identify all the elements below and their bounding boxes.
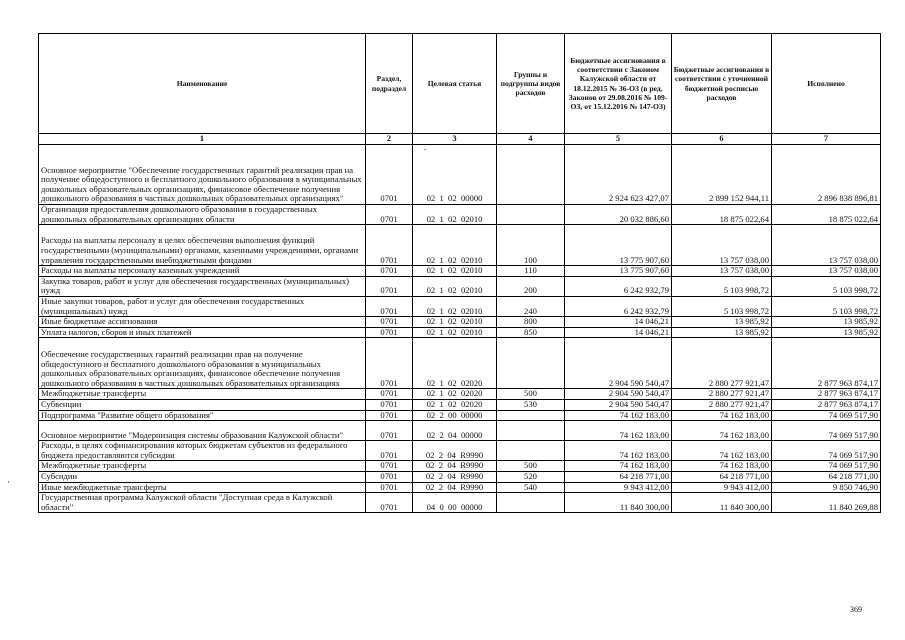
row-plan-allocation: 11 840 300,00 bbox=[672, 493, 772, 513]
row-executed: 2 877 963 874,17 bbox=[772, 338, 881, 389]
row-law-allocation: 74 162 183,00 bbox=[565, 441, 672, 461]
row-name: Иные закупки товаров, работ и услуг для обеспечения государственных (муниципальных) нужд bbox=[39, 296, 366, 316]
row-law-allocation: 13 775 907,60 bbox=[565, 225, 672, 266]
row-name: Межбюджетные трансферты bbox=[39, 461, 366, 472]
row-plan-allocation: 74 162 183,00 bbox=[672, 410, 772, 421]
column-number: 5 bbox=[565, 134, 672, 145]
row-law-allocation: 74 162 183,00 bbox=[565, 410, 672, 421]
row-executed: 5 103 998,72 bbox=[772, 276, 881, 296]
row-law-allocation: 2 904 590 540,47 bbox=[565, 389, 672, 400]
row-law-allocation: 20 032 886,60 bbox=[565, 205, 672, 225]
row-plan-allocation: 13 757 038,00 bbox=[672, 266, 772, 277]
row-name: Государственная программа Калужской области "Доступная среда в Калужской области" bbox=[39, 493, 366, 513]
row-target-article: 02 2 04 R9990 bbox=[413, 461, 497, 472]
table-row bbox=[39, 410, 881, 421]
row-expense-group bbox=[497, 421, 565, 441]
column-number: 4 bbox=[497, 134, 565, 145]
row-law-allocation: 6 242 932,79 bbox=[565, 296, 672, 316]
row-law-allocation: 9 943 412,00 bbox=[565, 482, 672, 493]
row-expense-group: 500 bbox=[497, 461, 565, 472]
row-target-article: 04 0 00 00000 bbox=[413, 493, 497, 513]
table-row bbox=[39, 145, 881, 205]
row-name: Основное мероприятие "Обеспечение государственных гарантий реализации прав на получение общедоступного и бесплатного дошкольного образования в муниципальных дошкольных образовательных организациях, финансовое обеспечение получения дошкольного образования в частных дошкольных образовательных организациях" bbox=[39, 145, 366, 205]
row-expense-group bbox=[497, 410, 565, 421]
header-expense-group: Группы и подгруппы видов расходов bbox=[497, 34, 565, 134]
row-section: 0701 bbox=[366, 389, 413, 400]
table-row bbox=[39, 276, 881, 296]
row-name: Субвенции bbox=[39, 399, 366, 410]
row-name: Иные бюджетные ассигнования bbox=[39, 317, 366, 328]
page-number: 369 bbox=[850, 605, 862, 614]
row-plan-allocation: 13 985,92 bbox=[672, 317, 772, 328]
header-name: Наименование bbox=[39, 34, 366, 134]
row-plan-allocation: 13 757 038,00 bbox=[672, 225, 772, 266]
table-row bbox=[39, 399, 881, 410]
row-plan-allocation: 2 899 152 944,11 bbox=[672, 145, 772, 205]
table-row bbox=[39, 317, 881, 328]
row-law-allocation: 2 904 590 540,47 bbox=[565, 338, 672, 389]
column-number: 6 bbox=[672, 134, 772, 145]
row-expense-group: 850 bbox=[497, 327, 565, 338]
row-law-allocation: 6 242 932,79 bbox=[565, 276, 672, 296]
row-expense-group: 540 bbox=[497, 482, 565, 493]
row-executed: 2 896 838 896,81 bbox=[772, 145, 881, 205]
row-name: Основное мероприятие "Модернизация системы образования Калужской области" bbox=[39, 421, 366, 441]
column-number-row bbox=[39, 134, 881, 145]
row-target-article: 02 1 02 02020 bbox=[413, 389, 497, 400]
row-executed: 13 757 038,00 bbox=[772, 266, 881, 277]
row-target-article: 02 2 04 R9990 bbox=[413, 441, 497, 461]
header-section: Раздел, подраздел bbox=[366, 34, 413, 134]
row-expense-group: 530 bbox=[497, 399, 565, 410]
row-target-article: 02 1 02 02010 bbox=[413, 205, 497, 225]
table-row bbox=[39, 493, 881, 513]
row-plan-allocation: 5 103 998,72 bbox=[672, 276, 772, 296]
row-section: 0701 bbox=[366, 471, 413, 482]
row-plan-allocation: 2 880 277 921,47 bbox=[672, 338, 772, 389]
row-section: 0701 bbox=[366, 276, 413, 296]
row-target-article: 02 2 04 R9990 bbox=[413, 471, 497, 482]
row-target-article: 02 2 04 00000 bbox=[413, 421, 497, 441]
table-row bbox=[39, 296, 881, 316]
row-name: Межбюджетные трансферты bbox=[39, 389, 366, 400]
row-name: Расходы, в целях софинансирования которых бюджетам субъектов из федерального бюджета предоставляются субсидии bbox=[39, 441, 366, 461]
row-section: 0701 bbox=[366, 338, 413, 389]
budget-table bbox=[38, 33, 881, 513]
row-section: 0701 bbox=[366, 441, 413, 461]
row-name: Закупка товаров, работ и услуг для обеспечения государственных (муниципальных) нужд bbox=[39, 276, 366, 296]
row-expense-group bbox=[497, 338, 565, 389]
header-row bbox=[39, 34, 881, 134]
row-law-allocation: 64 218 771,00 bbox=[565, 471, 672, 482]
row-name: Расходы на выплаты персоналу в целях обеспечения выполнения функций государственными (муниципальными) органами, казенными учреждениями, органами управления государственными внебюджетными фондами bbox=[39, 225, 366, 266]
table-row bbox=[39, 266, 881, 277]
row-plan-allocation: 74 162 183,00 bbox=[672, 441, 772, 461]
row-section: 0701 bbox=[366, 421, 413, 441]
row-executed: 18 875 022,64 bbox=[772, 205, 881, 225]
row-executed: 74 069 517,90 bbox=[772, 441, 881, 461]
table-row bbox=[39, 441, 881, 461]
row-law-allocation: 14 046,21 bbox=[565, 327, 672, 338]
row-law-allocation: 13 775 907,60 bbox=[565, 266, 672, 277]
row-section: 0701 bbox=[366, 317, 413, 328]
row-section: 0701 bbox=[366, 266, 413, 277]
row-name: Уплата налогов, сборов и иных платежей bbox=[39, 327, 366, 338]
table-row bbox=[39, 327, 881, 338]
row-section: 0701 bbox=[366, 225, 413, 266]
header-target-article: Целевая статья bbox=[413, 34, 497, 134]
row-section: 0701 bbox=[366, 461, 413, 472]
row-target-article: 02 1 02 02010 bbox=[413, 296, 497, 316]
row-section: 0701 bbox=[366, 482, 413, 493]
row-executed: 13 985,92 bbox=[772, 327, 881, 338]
row-name: Субсидии bbox=[39, 471, 366, 482]
row-target-article: 02 1 02 02010 bbox=[413, 317, 497, 328]
row-executed: 2 877 963 874,17 bbox=[772, 389, 881, 400]
row-executed: 9 850 746,90 bbox=[772, 482, 881, 493]
row-section: 0701 bbox=[366, 205, 413, 225]
row-law-allocation: 2 924 623 427,07 bbox=[565, 145, 672, 205]
row-expense-group bbox=[497, 441, 565, 461]
table-row bbox=[39, 421, 881, 441]
table-row bbox=[39, 389, 881, 400]
budget-report-sheet bbox=[38, 33, 880, 513]
scan-tick-mark: ˇ bbox=[424, 148, 427, 156]
row-name: Подпрограмма "Развитие общего образования" bbox=[39, 410, 366, 421]
row-target-article: 02 2 00 00000 bbox=[413, 410, 497, 421]
row-plan-allocation: 64 218 771,00 bbox=[672, 471, 772, 482]
margin-mark: · bbox=[7, 477, 10, 487]
row-executed: 11 840 269,88 bbox=[772, 493, 881, 513]
row-law-allocation: 74 162 183,00 bbox=[565, 461, 672, 472]
row-plan-allocation: 2 880 277 921,47 bbox=[672, 399, 772, 410]
row-plan-allocation: 74 162 183,00 bbox=[672, 461, 772, 472]
row-law-allocation: 14 046,21 bbox=[565, 317, 672, 328]
row-executed: 13 985,92 bbox=[772, 317, 881, 328]
row-executed: 2 877 963 874,17 bbox=[772, 399, 881, 410]
row-expense-group bbox=[497, 205, 565, 225]
row-target-article: 02 1 02 02010 bbox=[413, 276, 497, 296]
table-row bbox=[39, 205, 881, 225]
row-executed: 5 103 998,72 bbox=[772, 296, 881, 316]
column-number: 7 bbox=[772, 134, 881, 145]
header-law-allocation: Бюджетные ассигнования в соответствии с Законом Калужской области от 18.12.2015 № 36-ОЗ (в ред. Законов от 29.08.2016 № 109-ОЗ, от 15.12.2016 № 147-ОЗ) bbox=[565, 34, 672, 134]
header-plan-allocation: Бюджетные ассигнования в соответствии с уточненной бюджетной росписью расходов bbox=[672, 34, 772, 134]
row-plan-allocation: 5 103 998,72 bbox=[672, 296, 772, 316]
column-number: 2 bbox=[366, 134, 413, 145]
header-executed: Исполнено bbox=[772, 34, 881, 134]
table-row bbox=[39, 461, 881, 472]
row-expense-group: 520 bbox=[497, 471, 565, 482]
row-name: Обеспечение государственных гарантий реализации прав на получение общедоступного и бесплатного дошкольного образования в муниципальных дошкольных образовательных организациях, финансовое обеспечение получения дошкольного образования в частных дошкольных образовательных организациях bbox=[39, 338, 366, 389]
row-expense-group: 500 bbox=[497, 389, 565, 400]
row-expense-group: 200 bbox=[497, 276, 565, 296]
row-target-article: 02 1 02 02010 bbox=[413, 266, 497, 277]
row-executed: 64 218 771,00 bbox=[772, 471, 881, 482]
row-law-allocation: 11 840 300,00 bbox=[565, 493, 672, 513]
row-plan-allocation: 2 880 277 921,47 bbox=[672, 389, 772, 400]
row-expense-group: 240 bbox=[497, 296, 565, 316]
row-section: 0701 bbox=[366, 145, 413, 205]
row-name: Организация предоставления дошкольного образования в государственных дошкольных образовательных организациях области bbox=[39, 205, 366, 225]
row-plan-allocation: 9 943 412,00 bbox=[672, 482, 772, 493]
row-name: Расходы на выплаты персоналу казенных учреждений bbox=[39, 266, 366, 277]
row-executed: 13 757 038,00 bbox=[772, 225, 881, 266]
row-executed: 74 069 517,90 bbox=[772, 410, 881, 421]
row-law-allocation: 2 904 590 540,47 bbox=[565, 399, 672, 410]
row-executed: 74 069 517,90 bbox=[772, 461, 881, 472]
row-plan-allocation: 74 162 183,00 bbox=[672, 421, 772, 441]
row-target-article: 02 1 02 02020 bbox=[413, 399, 497, 410]
column-number: 1 bbox=[39, 134, 366, 145]
row-executed: 74 069 517,90 bbox=[772, 421, 881, 441]
table-row bbox=[39, 338, 881, 389]
table-row bbox=[39, 471, 881, 482]
row-target-article: 02 1 02 02010 bbox=[413, 327, 497, 338]
table-row bbox=[39, 225, 881, 266]
row-target-article: 02 1 02 02010 bbox=[413, 225, 497, 266]
row-section: 0701 bbox=[366, 399, 413, 410]
row-expense-group bbox=[497, 145, 565, 205]
row-section: 0701 bbox=[366, 493, 413, 513]
row-law-allocation: 74 162 183,00 bbox=[565, 421, 672, 441]
row-expense-group: 100 bbox=[497, 225, 565, 266]
row-plan-allocation: 18 875 022,64 bbox=[672, 205, 772, 225]
row-section: 0701 bbox=[366, 296, 413, 316]
row-target-article: 02 2 04 R9990 bbox=[413, 482, 497, 493]
column-number: 3 bbox=[413, 134, 497, 145]
row-section: 0701 bbox=[366, 327, 413, 338]
row-expense-group bbox=[497, 493, 565, 513]
row-expense-group: 800 bbox=[497, 317, 565, 328]
table-row bbox=[39, 482, 881, 493]
row-section: 0701 bbox=[366, 410, 413, 421]
row-name: Иные межбюджетные трансферты bbox=[39, 482, 366, 493]
row-target-article: 02 1 02 02020 bbox=[413, 338, 497, 389]
row-expense-group: 110 bbox=[497, 266, 565, 277]
row-plan-allocation: 13 985,92 bbox=[672, 327, 772, 338]
row-target-article: 02 1 02 00000 bbox=[413, 145, 497, 205]
